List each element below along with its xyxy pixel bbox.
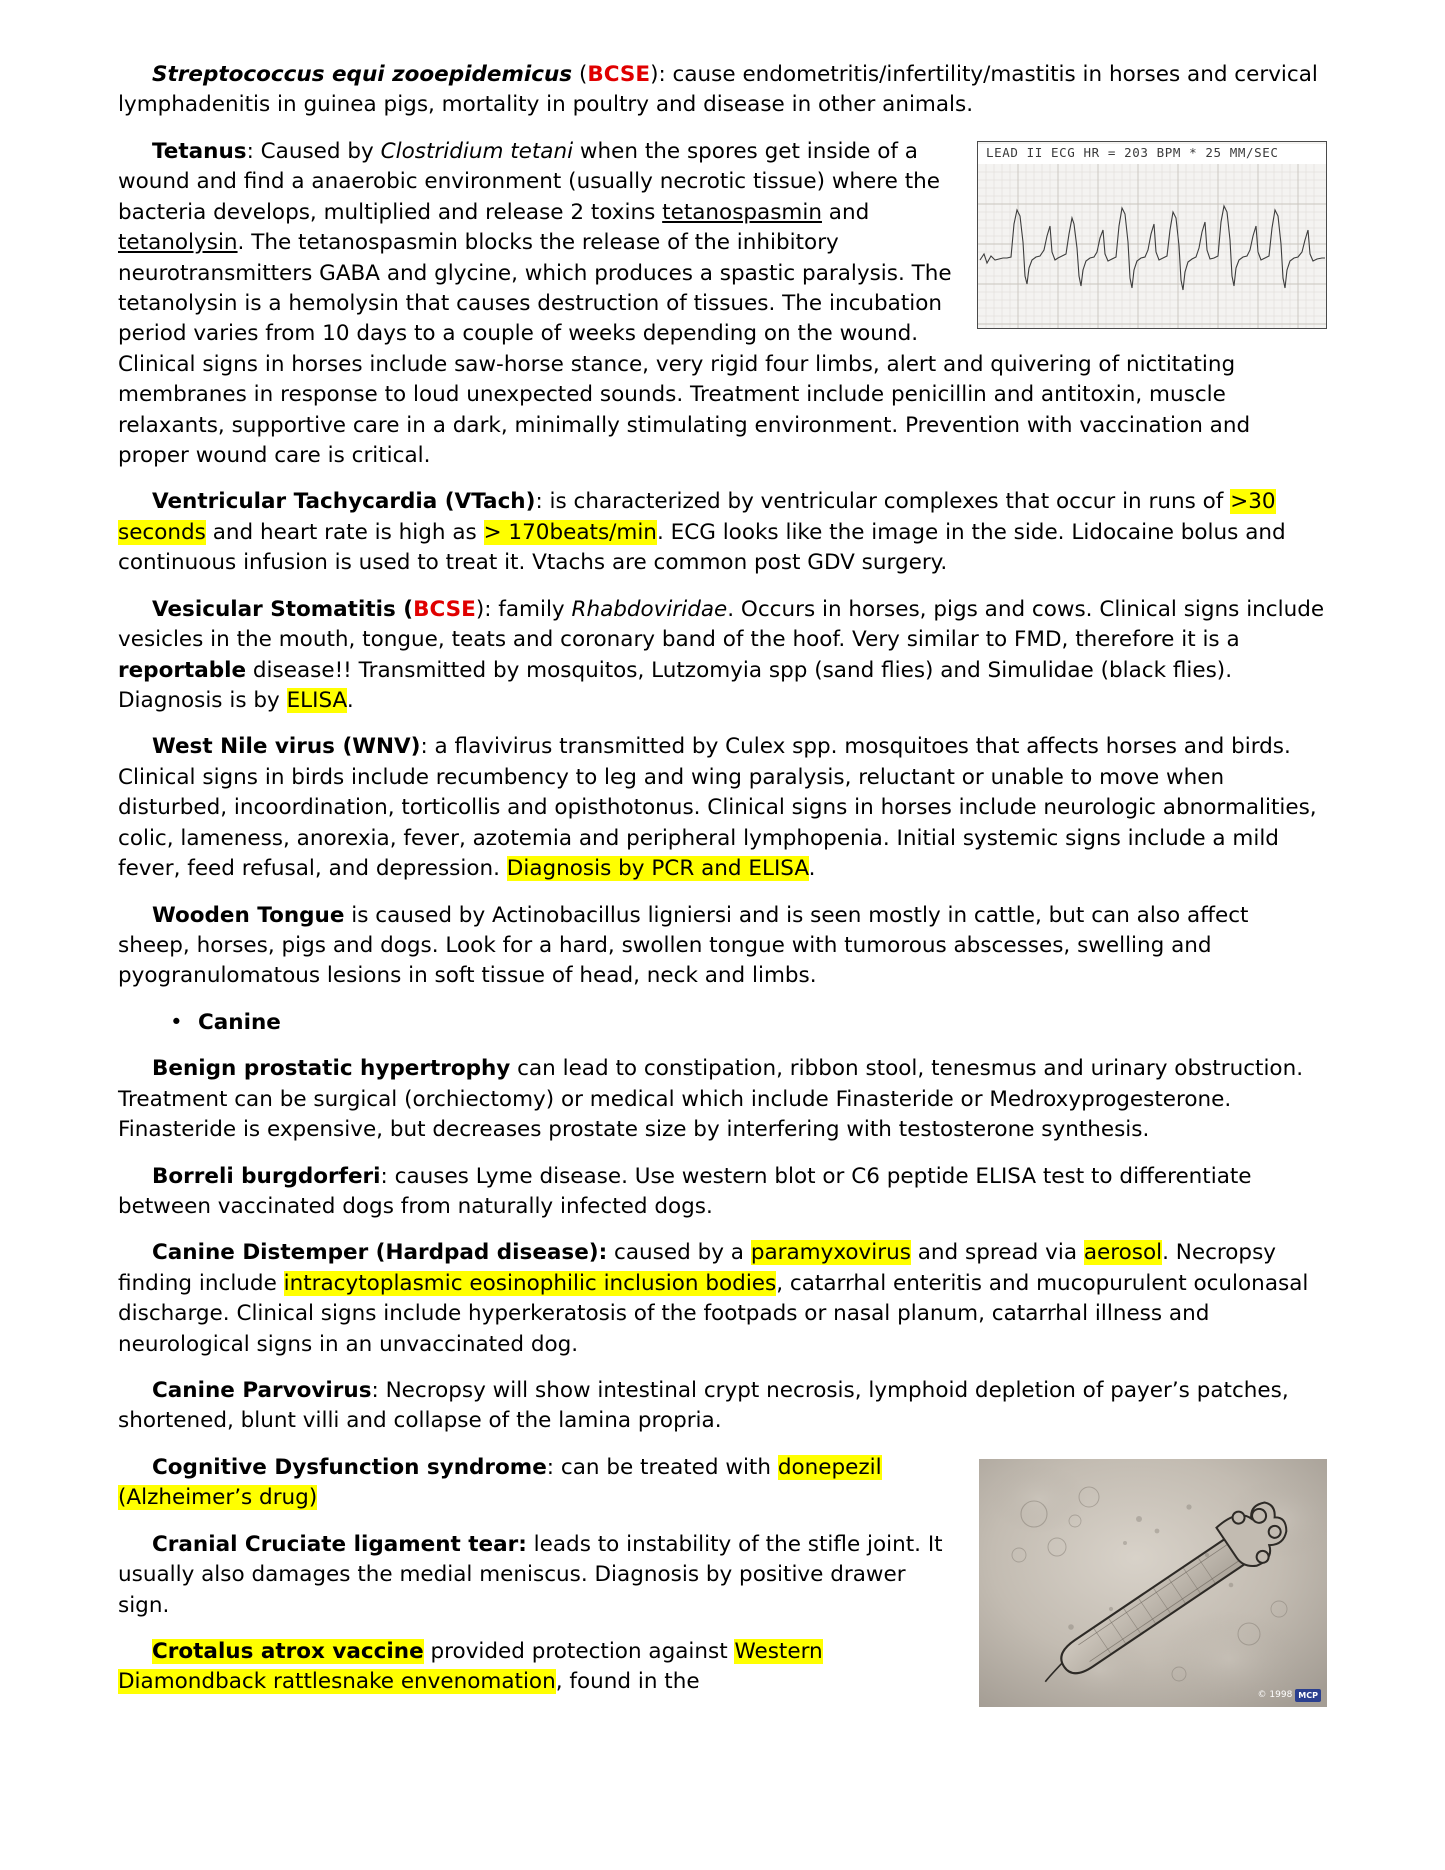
microscopy-watermark (1258, 1689, 1321, 1702)
ecg-figure (977, 141, 1327, 329)
paragraph-west-nile (118, 732, 1327, 884)
tetanus-text-4: . The tetanospasmin blocks the release of the inhibitory neurotransmitters GABA and glycine, which produces a spastic paralysis. The tetanolysin is a hemolysin that causes destruction of tissues. The incubation period varies from 10 days to a couple of weeks depending on the wound. Clinical signs in horses include saw-horse stance, very rigid four limbs, alert and quivering of nictitating membranes in response to loud unexpected sounds. Treatment include penicillin and antitoxin, muscle relaxants, supportive care in a dark, minimally stimulating environment. Prevention with vaccination and proper wound care is critical. (118, 230, 1251, 469)
vtach-text-2: and heart rate is high as (205, 519, 484, 545)
highlight-30-seconds: >30 seconds (118, 489, 1276, 545)
tetanus-italic-clostridium: Clostridium tetani (380, 138, 574, 164)
vs-text-1: ): family (475, 596, 572, 622)
highlight-170-beats: > 170beats/min (483, 519, 657, 545)
vs-bold-reportable: reportable (118, 657, 247, 683)
bullet-list-canine (118, 1008, 1327, 1038)
microscopy-figure (979, 1459, 1327, 1707)
paragraph-parvovirus (118, 1376, 1327, 1437)
parvo-text-1: : Necropsy will show intestinal crypt necrosis, lymphoid depletion of payer’s patches, shortened, blunt villi and collapse of the lamina propria. (118, 1378, 1289, 1434)
distemper-text-4: , catarrhal enteritis and mucopurulent oculonasal discharge. Clinical signs include hyperkeratosis of the footpads or nasal planum, catarrhal illness and neurological signs in an unvaccinated dog. (118, 1270, 1309, 1357)
bullet-item-canine (198, 1008, 1327, 1038)
ccl-text-1: leads to instability of the stifle joint. It usually also damages the medial meniscus. Diagnosis by positive drawer sign. (118, 1531, 943, 1618)
highlight-donepezil: donepezil (Alzheimer’s drug) (118, 1454, 882, 1511)
tetanus-text-1: : Caused by (246, 138, 381, 164)
heading-parvovirus: Canine Parvovirus (152, 1378, 372, 1404)
heading-vtach: Ventricular Tachycardia (VTach) (152, 489, 536, 515)
watermark-badge: MCP (1295, 1689, 1321, 1702)
heading-vesicular-stomatitis: Vesicular Stomatitis (152, 596, 396, 622)
borrelia-text-1: : causes Lyme disease. Use western blot or C6 peptide ELISA test to differentiate between vaccinated dogs from naturally infected dogs. (118, 1163, 1252, 1219)
highlight-rattlesnake: Western Diamondback rattlesnake envenomation (118, 1638, 823, 1695)
heading-wooden-tongue: Wooden Tongue (152, 902, 345, 928)
distemper-text-1: caused by a (607, 1240, 751, 1266)
heading-borrelia: Borreli burgdorferi (152, 1163, 381, 1189)
vs-paren-open: ( (395, 596, 414, 622)
heading-west-nile: West Nile virus (WNV) (152, 734, 421, 760)
paragraph-borrelia (118, 1162, 1327, 1223)
tetanus-text-2: when the spores get inside of a wound and find a anaerobic environment (usually necrotic tissue) where the bacteria develops, multiplied and release 2 toxins (118, 138, 940, 225)
vs-text-4: . (346, 688, 354, 714)
paragraph-distemper (118, 1238, 1327, 1360)
heading-bph: Benign prostatic hypertrophy (152, 1056, 511, 1082)
paragraph-bph (118, 1054, 1327, 1145)
wt-text-1: is caused by Actinobacillus ligniersi and is seen mostly in cattle, but can also affect sheep, horses, pigs and dogs. Look for a hard, swollen tongue with tumorous abscesses, swelling and pyogranulomatous lesions in soft tissue of head, neck and limbs. (118, 902, 1249, 989)
highlight-crotalus-vaccine: Crotalus atrox vaccine (152, 1638, 424, 1664)
microscopy-svg-icon (979, 1459, 1327, 1707)
heading-strep-equi: Streptococcus equi zooepidemicus (152, 62, 573, 87)
highlight-aerosol: aerosol (1083, 1240, 1163, 1266)
heading-tetanus: Tetanus (152, 138, 247, 164)
vs-italic-rhabdoviridae: Rhabdoviridae (571, 596, 728, 622)
cognitive-text-1: : can be treated with (546, 1454, 778, 1480)
vtach-text-3: . ECG looks like the image in the side. Lidocaine bolus and continuous infusion is used to treat it. Vtachs are common post GDV surgery. (118, 519, 1286, 576)
strep-paren-open: ( (572, 62, 588, 87)
bcse-marker: BCSE (587, 62, 651, 87)
heading-cognitive: Cognitive Dysfunction syndrome (152, 1454, 547, 1480)
paragraph-wooden-tongue (118, 901, 1327, 992)
crotalus-text-1: provided protection against (423, 1638, 735, 1664)
document-content (118, 60, 1327, 1698)
paragraph-vtach (118, 487, 1327, 578)
tetanus-text-3: and (821, 199, 870, 225)
paragraph-vesicular-stomatitis (118, 595, 1327, 717)
vs-text-2: . Occurs in horses, pigs and cows. Clinical signs include vesicles in the mouth, tongue, teats and coronary band of the hoof. Very similar to FMD, therefore it is a (118, 596, 1325, 653)
heading-ccl: Cranial Cruciate ligament tear: (152, 1531, 527, 1557)
wnv-text-2: . (808, 856, 816, 882)
tetanus-underline-tetanospasmin: tetanospasmin (662, 199, 822, 225)
watermark-text: © 1998 (1257, 1689, 1293, 1700)
ecg-header-text: LEAD II ECG HR = 203 BPM * 25 MM/SEC (978, 144, 1326, 164)
wnv-text-1: : a flavivirus transmitted by Culex spp. mosquitoes that affects horses and birds. Clinical signs in birds include recumbency to leg and wing paralysis, reluctant or unable to move when disturbed, incoordination, torticollis and opisthotonus. Clinical signs in horses include neurologic abnormalities, colic, lameness, anorexia, fever, azotemia and peripheral lymphopenia. Initial systemic signs include a mild fever, feed refusal, and depression. (118, 734, 1317, 882)
highlight-pcr-elisa: Diagnosis by PCR and ELISA (506, 856, 809, 882)
highlight-paramyxovirus: paramyxovirus (750, 1240, 911, 1266)
distemper-text-2: and spread via (910, 1240, 1084, 1266)
paragraph-strep-equi (118, 60, 1327, 121)
distemper-text-3: . Necropsy finding include (118, 1240, 1277, 1296)
heading-distemper: Canine Distemper (Hardpad disease): (152, 1240, 608, 1266)
crotalus-text-2: , found in the (555, 1669, 700, 1695)
bullet-label-canine: Canine (198, 1009, 281, 1035)
bcse-marker-vs: BCSE (413, 596, 476, 622)
ecg-waveform-icon (978, 164, 1326, 328)
highlight-elisa: ELISA (286, 688, 347, 714)
vs-text-3: disease!! Transmitted by mosquitos, Lutzomyia spp (sand flies) and Simulidae (black flies). Diagnosis is by (118, 657, 1233, 714)
highlight-inclusion-bodies: intracytoplasmic eosinophilic inclusion bodies (283, 1270, 777, 1296)
strep-body: ): cause endometritis/infertility/mastitis in horses and cervical lymphadenitis in guinea pigs, mortality in poultry and disease in other animals. (118, 62, 1318, 118)
bph-text-1: can lead to constipation, ribbon stool, tenesmus and urinary obstruction. Treatment can be surgical (orchiectomy) or medical which include Finasteride or Medroxyprogesterone. Finasteride is expensive, but decreases prostate size by interfering with testosterone synthesis. (118, 1056, 1304, 1143)
tetanus-underline-tetanolysin: tetanolysin (118, 230, 238, 256)
vtach-text-1: : is characterized by ventricular complexes that occur in runs of (535, 489, 1231, 515)
